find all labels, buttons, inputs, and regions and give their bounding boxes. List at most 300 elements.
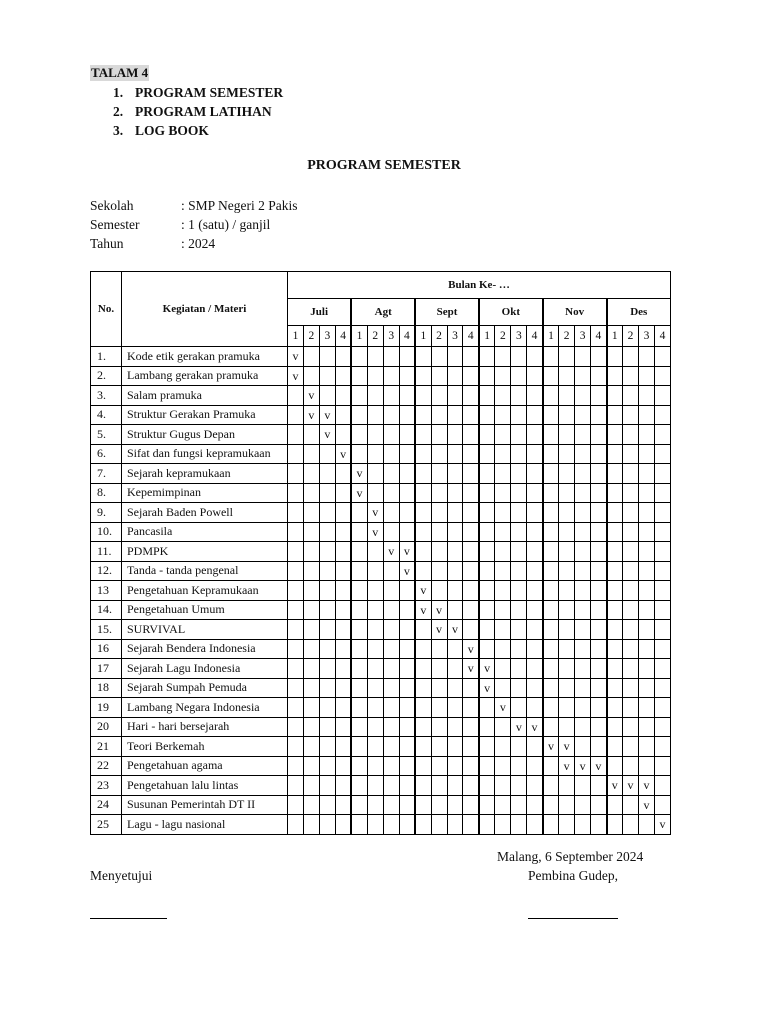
schedule-cell bbox=[463, 795, 479, 815]
schedule-cell bbox=[591, 347, 607, 367]
schedule-cell bbox=[527, 737, 543, 757]
week-header: 4 bbox=[335, 326, 351, 347]
list-label: PROGRAM LATIHAN bbox=[135, 104, 272, 119]
schedule-cell bbox=[383, 425, 399, 445]
row-kegiatan: Pengetahuan lalu lintas bbox=[122, 776, 288, 796]
schedule-cell bbox=[303, 444, 319, 464]
row-kegiatan: Salam pramuka bbox=[122, 386, 288, 406]
row-kegiatan: Sifat dan fungsi kepramukaan bbox=[122, 444, 288, 464]
schedule-mark: v bbox=[559, 737, 575, 757]
schedule-cell bbox=[303, 581, 319, 601]
schedule-cell bbox=[623, 405, 639, 425]
table-row bbox=[91, 815, 671, 835]
schedule-cell bbox=[654, 444, 670, 464]
schedule-cell bbox=[351, 795, 367, 815]
schedule-cell bbox=[288, 698, 304, 718]
schedule-cell bbox=[319, 561, 335, 581]
schedule-cell bbox=[288, 425, 304, 445]
table-row bbox=[91, 639, 671, 659]
schedule-cell bbox=[591, 581, 607, 601]
schedule-cell bbox=[591, 698, 607, 718]
schedule-cell bbox=[431, 405, 447, 425]
schedule-cell bbox=[654, 639, 670, 659]
schedule-mark: v bbox=[638, 795, 654, 815]
schedule-mark: v bbox=[367, 522, 383, 542]
schedule-cell bbox=[383, 581, 399, 601]
col-no-header: No. bbox=[91, 272, 122, 347]
table-row bbox=[91, 620, 671, 640]
schedule-mark: v bbox=[303, 386, 319, 406]
schedule-cell bbox=[431, 776, 447, 796]
program-list bbox=[113, 84, 283, 141]
schedule-cell bbox=[543, 522, 559, 542]
schedule-cell bbox=[447, 425, 463, 445]
schedule-cell bbox=[623, 620, 639, 640]
schedule-cell bbox=[559, 795, 575, 815]
schedule-cell bbox=[559, 522, 575, 542]
schedule-cell bbox=[383, 815, 399, 835]
week-header: 2 bbox=[623, 326, 639, 347]
schedule-cell bbox=[447, 386, 463, 406]
schedule-cell bbox=[319, 542, 335, 562]
schedule-cell bbox=[654, 678, 670, 698]
pembina-label: Pembina Gudep, bbox=[528, 868, 618, 883]
schedule-cell bbox=[575, 776, 591, 796]
schedule-cell bbox=[495, 483, 511, 503]
schedule-cell bbox=[543, 678, 559, 698]
schedule-cell bbox=[463, 483, 479, 503]
schedule-cell bbox=[575, 737, 591, 757]
schedule-cell bbox=[335, 698, 351, 718]
schedule-cell bbox=[543, 561, 559, 581]
schedule-cell bbox=[431, 542, 447, 562]
schedule-cell bbox=[559, 561, 575, 581]
schedule-cell bbox=[415, 483, 431, 503]
schedule-cell bbox=[463, 366, 479, 386]
schedule-cell bbox=[415, 425, 431, 445]
schedule-cell bbox=[415, 678, 431, 698]
schedule-cell bbox=[559, 464, 575, 484]
schedule-cell bbox=[303, 717, 319, 737]
schedule-cell bbox=[495, 405, 511, 425]
row-kegiatan: Lambang Negara Indonesia bbox=[122, 698, 288, 718]
schedule-cell bbox=[431, 347, 447, 367]
schedule-cell bbox=[288, 620, 304, 640]
schedule-cell bbox=[638, 737, 654, 757]
schedule-cell bbox=[543, 444, 559, 464]
schedule-cell bbox=[431, 561, 447, 581]
schedule-cell bbox=[463, 425, 479, 445]
schedule-cell bbox=[319, 795, 335, 815]
schedule-cell bbox=[447, 522, 463, 542]
schedule-cell bbox=[431, 795, 447, 815]
schedule-mark: v bbox=[288, 347, 304, 367]
row-number: 1. bbox=[91, 347, 122, 367]
schedule-cell bbox=[479, 347, 495, 367]
schedule-cell bbox=[351, 756, 367, 776]
schedule-cell bbox=[335, 639, 351, 659]
month-header: Sept bbox=[415, 299, 479, 326]
schedule-cell bbox=[335, 464, 351, 484]
schedule-cell bbox=[383, 717, 399, 737]
schedule-cell bbox=[447, 678, 463, 698]
schedule-cell bbox=[479, 620, 495, 640]
schedule-cell bbox=[527, 639, 543, 659]
schedule-cell bbox=[383, 756, 399, 776]
schedule-cell bbox=[367, 737, 383, 757]
schedule-cell bbox=[654, 600, 670, 620]
schedule-cell bbox=[479, 405, 495, 425]
list-number: 2. bbox=[113, 104, 124, 119]
schedule-cell bbox=[623, 795, 639, 815]
schedule-cell bbox=[351, 737, 367, 757]
schedule-cell bbox=[288, 795, 304, 815]
info-row-semester bbox=[90, 216, 298, 235]
schedule-cell bbox=[654, 659, 670, 679]
schedule-cell bbox=[447, 795, 463, 815]
schedule-cell bbox=[288, 815, 304, 835]
schedule-mark: v bbox=[543, 737, 559, 757]
schedule-cell bbox=[527, 522, 543, 542]
schedule-cell bbox=[303, 366, 319, 386]
schedule-cell bbox=[335, 483, 351, 503]
table-row bbox=[91, 386, 671, 406]
schedule-cell bbox=[654, 366, 670, 386]
schedule-cell bbox=[591, 815, 607, 835]
schedule-mark: v bbox=[415, 600, 431, 620]
schedule-cell bbox=[351, 347, 367, 367]
schedule-cell bbox=[463, 678, 479, 698]
schedule-cell bbox=[495, 737, 511, 757]
schedule-cell bbox=[638, 815, 654, 835]
schedule-cell bbox=[399, 464, 415, 484]
schedule-cell bbox=[335, 756, 351, 776]
schedule-cell bbox=[575, 405, 591, 425]
schedule-cell bbox=[511, 678, 527, 698]
table-row bbox=[91, 600, 671, 620]
schedule-cell bbox=[654, 386, 670, 406]
schedule-cell bbox=[303, 737, 319, 757]
row-number: 9. bbox=[91, 503, 122, 523]
schedule-cell bbox=[527, 678, 543, 698]
schedule-cell bbox=[431, 522, 447, 542]
schedule-cell bbox=[319, 464, 335, 484]
schedule-cell bbox=[335, 678, 351, 698]
schedule-cell bbox=[559, 659, 575, 679]
schedule-cell bbox=[575, 347, 591, 367]
schedule-cell bbox=[511, 659, 527, 679]
schedule-cell bbox=[607, 717, 623, 737]
row-kegiatan: SURVIVAL bbox=[122, 620, 288, 640]
schedule-cell bbox=[351, 581, 367, 601]
schedule-cell bbox=[367, 425, 383, 445]
schedule-cell bbox=[607, 737, 623, 757]
schedule-mark: v bbox=[511, 717, 527, 737]
schedule-cell bbox=[575, 600, 591, 620]
schedule-cell bbox=[431, 386, 447, 406]
schedule-cell bbox=[623, 366, 639, 386]
row-number: 19 bbox=[91, 698, 122, 718]
schedule-cell bbox=[575, 581, 591, 601]
schedule-cell bbox=[511, 698, 527, 718]
schedule-cell bbox=[591, 659, 607, 679]
schedule-cell bbox=[511, 464, 527, 484]
schedule-cell bbox=[447, 659, 463, 679]
schedule-cell bbox=[511, 620, 527, 640]
schedule-cell bbox=[591, 386, 607, 406]
schedule-mark: v bbox=[431, 600, 447, 620]
schedule-cell bbox=[367, 600, 383, 620]
row-number: 21 bbox=[91, 737, 122, 757]
schedule-cell bbox=[638, 522, 654, 542]
schedule-cell bbox=[415, 444, 431, 464]
schedule-cell bbox=[527, 756, 543, 776]
row-kegiatan: Struktur Gerakan Pramuka bbox=[122, 405, 288, 425]
row-number: 6. bbox=[91, 444, 122, 464]
schedule-cell bbox=[607, 756, 623, 776]
schedule-cell bbox=[399, 600, 415, 620]
schedule-cell bbox=[479, 522, 495, 542]
schedule-cell bbox=[447, 542, 463, 562]
week-header: 1 bbox=[479, 326, 495, 347]
schedule-cell bbox=[543, 756, 559, 776]
schedule-cell bbox=[447, 464, 463, 484]
week-header: 1 bbox=[351, 326, 367, 347]
schedule-mark: v bbox=[351, 483, 367, 503]
row-number: 24 bbox=[91, 795, 122, 815]
schedule-cell bbox=[335, 386, 351, 406]
info-key: Tahun bbox=[90, 236, 124, 251]
schedule-cell bbox=[447, 405, 463, 425]
schedule-cell bbox=[638, 483, 654, 503]
schedule-mark: v bbox=[288, 366, 304, 386]
row-number: 20 bbox=[91, 717, 122, 737]
schedule-cell bbox=[575, 717, 591, 737]
schedule-cell bbox=[527, 581, 543, 601]
schedule-cell bbox=[654, 503, 670, 523]
week-header: 2 bbox=[303, 326, 319, 347]
schedule-cell bbox=[383, 522, 399, 542]
signature-line-right bbox=[528, 918, 618, 919]
week-header: 4 bbox=[527, 326, 543, 347]
schedule-cell bbox=[319, 659, 335, 679]
schedule-cell bbox=[399, 386, 415, 406]
schedule-cell bbox=[431, 581, 447, 601]
schedule-cell bbox=[654, 464, 670, 484]
schedule-cell bbox=[463, 815, 479, 835]
table-row bbox=[91, 659, 671, 679]
schedule-cell bbox=[319, 717, 335, 737]
schedule-cell bbox=[511, 425, 527, 445]
schedule-cell bbox=[511, 756, 527, 776]
schedule-cell bbox=[559, 815, 575, 835]
schedule-cell bbox=[351, 366, 367, 386]
schedule-mark: v bbox=[335, 444, 351, 464]
schedule-cell bbox=[383, 347, 399, 367]
schedule-cell bbox=[335, 561, 351, 581]
schedule-cell bbox=[288, 581, 304, 601]
schedule-cell bbox=[415, 717, 431, 737]
place-date: Malang, 6 September 2024 bbox=[497, 849, 644, 864]
schedule-cell bbox=[463, 347, 479, 367]
schedule-cell bbox=[511, 444, 527, 464]
schedule-cell bbox=[415, 737, 431, 757]
schedule-mark: v bbox=[367, 503, 383, 523]
row-number: 3. bbox=[91, 386, 122, 406]
schedule-cell bbox=[351, 776, 367, 796]
schedule-cell bbox=[607, 795, 623, 815]
schedule-cell bbox=[335, 366, 351, 386]
schedule-cell bbox=[351, 503, 367, 523]
schedule-cell bbox=[511, 503, 527, 523]
table-row bbox=[91, 542, 671, 562]
schedule-cell bbox=[479, 737, 495, 757]
week-header: 1 bbox=[607, 326, 623, 347]
row-kegiatan: PDMPK bbox=[122, 542, 288, 562]
schedule-cell bbox=[351, 542, 367, 562]
schedule-cell bbox=[415, 503, 431, 523]
row-kegiatan: Struktur Gugus Depan bbox=[122, 425, 288, 445]
schedule-cell bbox=[399, 425, 415, 445]
schedule-cell bbox=[543, 639, 559, 659]
list-item bbox=[113, 103, 283, 122]
schedule-mark: v bbox=[607, 776, 623, 796]
schedule-mark: v bbox=[654, 815, 670, 835]
schedule-cell bbox=[288, 444, 304, 464]
schedule-cell bbox=[463, 386, 479, 406]
schedule-cell bbox=[447, 444, 463, 464]
schedule-cell bbox=[654, 425, 670, 445]
schedule-cell bbox=[607, 639, 623, 659]
schedule-cell bbox=[367, 776, 383, 796]
schedule-cell bbox=[383, 503, 399, 523]
schedule-cell bbox=[495, 503, 511, 523]
schedule-cell bbox=[623, 444, 639, 464]
row-number: 13 bbox=[91, 581, 122, 601]
schedule-cell bbox=[591, 678, 607, 698]
week-header: 4 bbox=[463, 326, 479, 347]
schedule-cell bbox=[654, 737, 670, 757]
schedule-cell bbox=[479, 444, 495, 464]
schedule-cell bbox=[654, 698, 670, 718]
schedule-cell bbox=[351, 639, 367, 659]
schedule-cell bbox=[431, 659, 447, 679]
row-kegiatan: Kode etik gerakan pramuka bbox=[122, 347, 288, 367]
schedule-cell bbox=[288, 737, 304, 757]
info-value: : SMP Negeri 2 Pakis bbox=[181, 198, 298, 213]
schedule-cell bbox=[638, 620, 654, 640]
schedule-cell bbox=[575, 483, 591, 503]
schedule-cell bbox=[559, 542, 575, 562]
schedule-cell bbox=[591, 522, 607, 542]
table-row bbox=[91, 347, 671, 367]
schedule-cell bbox=[399, 756, 415, 776]
schedule-cell bbox=[447, 483, 463, 503]
schedule-cell bbox=[495, 522, 511, 542]
schedule-cell bbox=[288, 464, 304, 484]
schedule-cell bbox=[511, 639, 527, 659]
schedule-cell bbox=[575, 542, 591, 562]
schedule-cell bbox=[319, 503, 335, 523]
info-row-sekolah bbox=[90, 197, 298, 216]
week-header: 2 bbox=[431, 326, 447, 347]
schedule-cell bbox=[447, 366, 463, 386]
schedule-cell bbox=[607, 561, 623, 581]
schedule-cell bbox=[415, 795, 431, 815]
week-header: 3 bbox=[383, 326, 399, 347]
schedule-cell bbox=[447, 561, 463, 581]
schedule-cell bbox=[495, 717, 511, 737]
schedule-cell bbox=[543, 600, 559, 620]
schedule-cell bbox=[559, 503, 575, 523]
schedule-cell bbox=[319, 776, 335, 796]
schedule-cell bbox=[591, 366, 607, 386]
schedule-cell bbox=[367, 386, 383, 406]
row-kegiatan: Pengetahuan agama bbox=[122, 756, 288, 776]
schedule-cell bbox=[575, 386, 591, 406]
schedule-cell bbox=[335, 425, 351, 445]
schedule-cell bbox=[367, 659, 383, 679]
schedule-cell bbox=[415, 756, 431, 776]
schedule-cell bbox=[367, 639, 383, 659]
table-row bbox=[91, 678, 671, 698]
schedule-cell bbox=[543, 659, 559, 679]
week-header: 3 bbox=[511, 326, 527, 347]
schedule-cell bbox=[479, 600, 495, 620]
schedule-cell bbox=[351, 678, 367, 698]
schedule-mark: v bbox=[303, 405, 319, 425]
schedule-cell bbox=[543, 815, 559, 835]
row-kegiatan: Pancasila bbox=[122, 522, 288, 542]
schedule-cell bbox=[623, 386, 639, 406]
schedule-mark: v bbox=[527, 717, 543, 737]
schedule-cell bbox=[415, 659, 431, 679]
schedule-cell bbox=[575, 444, 591, 464]
schedule-cell bbox=[638, 678, 654, 698]
schedule-cell bbox=[319, 522, 335, 542]
schedule-cell bbox=[367, 795, 383, 815]
schedule-cell bbox=[623, 347, 639, 367]
schedule-cell bbox=[303, 639, 319, 659]
schedule-cell bbox=[383, 678, 399, 698]
schedule-cell bbox=[383, 776, 399, 796]
schedule-cell bbox=[415, 347, 431, 367]
schedule-cell bbox=[431, 698, 447, 718]
schedule-cell bbox=[591, 483, 607, 503]
schedule-cell bbox=[607, 542, 623, 562]
schedule-cell bbox=[288, 600, 304, 620]
schedule-cell bbox=[654, 542, 670, 562]
signature-line-left bbox=[90, 918, 167, 919]
schedule-cell bbox=[511, 737, 527, 757]
schedule-cell bbox=[303, 756, 319, 776]
table-row bbox=[91, 776, 671, 796]
schedule-cell bbox=[303, 620, 319, 640]
info-key: Semester bbox=[90, 217, 140, 232]
row-kegiatan: Teori Berkemah bbox=[122, 737, 288, 757]
schedule-cell bbox=[543, 483, 559, 503]
schedule-cell bbox=[623, 581, 639, 601]
schedule-cell bbox=[303, 503, 319, 523]
schedule-cell bbox=[495, 347, 511, 367]
schedule-cell bbox=[447, 347, 463, 367]
schedule-cell bbox=[335, 405, 351, 425]
row-kegiatan: Lambang gerakan pramuka bbox=[122, 366, 288, 386]
row-kegiatan: Sejarah Bendera Indonesia bbox=[122, 639, 288, 659]
schedule-cell bbox=[527, 795, 543, 815]
schedule-cell bbox=[543, 620, 559, 640]
schedule-cell bbox=[607, 503, 623, 523]
